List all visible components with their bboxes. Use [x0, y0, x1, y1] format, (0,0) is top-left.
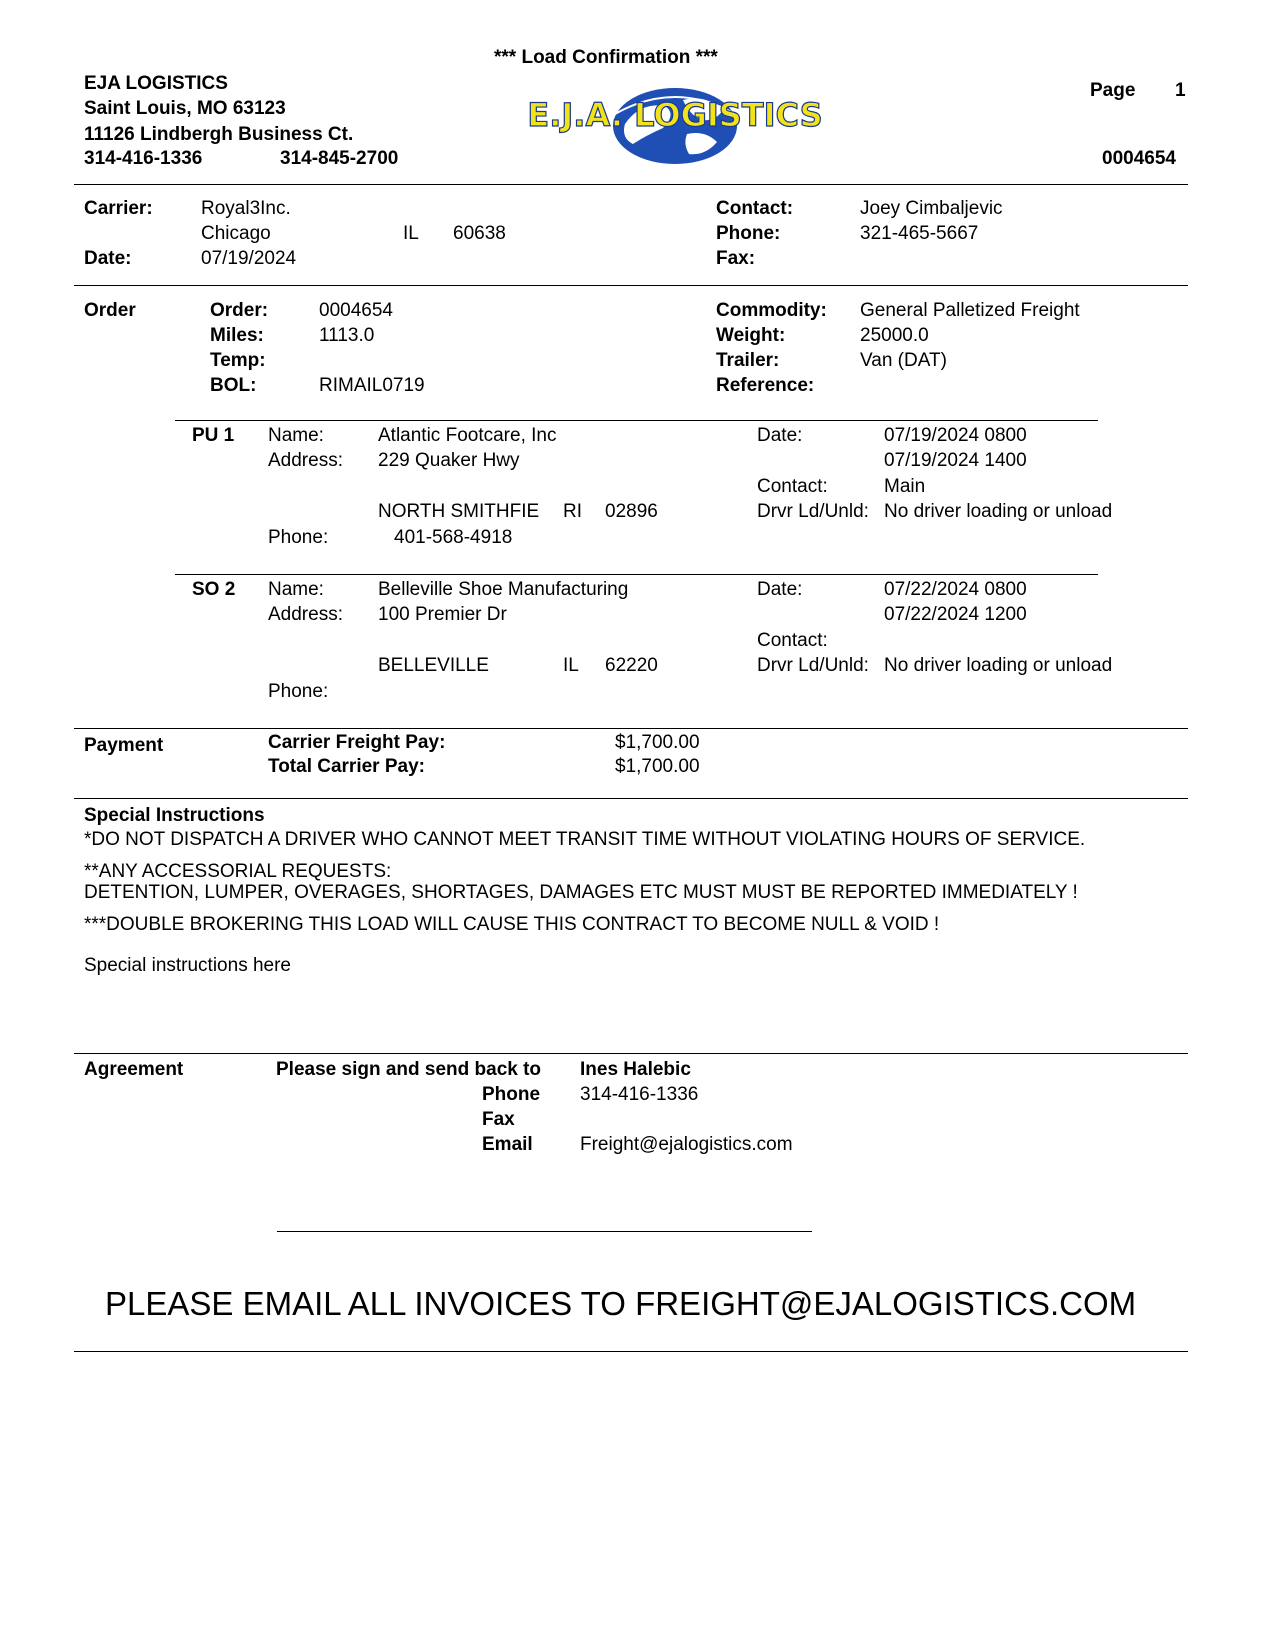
stop-code: SO 2: [192, 579, 236, 600]
reference-label: Reference:: [716, 375, 815, 396]
signature-line: [277, 1231, 812, 1232]
trailer-label: Trailer:: [716, 350, 780, 371]
stop-date-2: 07/22/2024 1200: [884, 604, 1027, 625]
stop-address-label: Address:: [268, 604, 343, 625]
stop-contact: Main: [884, 476, 926, 497]
stop-driver: No driver loading or unload: [884, 501, 1113, 522]
order-miles: 1113.0: [319, 325, 375, 346]
special-instruction-line: Special instructions here: [84, 955, 291, 976]
freight-pay-label: Carrier Freight Pay:: [268, 732, 446, 753]
carrier-zip: 60638: [453, 223, 506, 244]
company-phone-1: 314-416-1336: [84, 148, 203, 169]
stop-city: BELLEVILLE: [378, 655, 489, 676]
logo-text: E.J.A. LOGISTICS: [527, 96, 823, 134]
divider: [74, 1351, 1188, 1352]
total-pay-label: Total Carrier Pay:: [268, 756, 425, 777]
document-title: *** Load Confirmation ***: [494, 47, 718, 68]
divider: [74, 728, 1188, 729]
stop-date-2: 07/19/2024 1400: [884, 450, 1027, 471]
stop-name-label: Name:: [268, 579, 324, 600]
divider: [74, 1053, 1188, 1054]
agreement-email-label: Email: [482, 1134, 533, 1155]
page-number: 1: [1175, 80, 1186, 101]
stop-name: Atlantic Footcare, Inc: [378, 425, 557, 446]
date-label: Date:: [84, 248, 132, 269]
temp-label: Temp:: [210, 350, 266, 371]
stop-zip: 62220: [605, 655, 658, 676]
stop-date-1: 07/22/2024 0800: [884, 579, 1027, 600]
order-number: 0004654: [319, 300, 393, 321]
stop-code: PU 1: [192, 425, 235, 446]
stop-address: 229 Quaker Hwy: [378, 450, 520, 471]
miles-label: Miles:: [210, 325, 264, 346]
agreement-phone: 314-416-1336: [580, 1084, 699, 1105]
special-instruction-line: ***DOUBLE BROKERING THIS LOAD WILL CAUSE THIS CONTRACT TO BECOME NULL & VOID !: [84, 914, 940, 935]
phone-label: Phone:: [716, 223, 781, 244]
freight-pay-amount: $1,700.00: [615, 732, 700, 753]
divider: [74, 184, 1188, 185]
stop-driver-label: Drvr Ld/Unld:: [757, 501, 869, 522]
stop-phone-label: Phone:: [268, 681, 329, 702]
commodity-label: Commodity:: [716, 300, 827, 321]
carrier-city: Chicago: [201, 223, 271, 244]
carrier-contact: Joey Cimbaljevic: [860, 198, 1003, 219]
agreement-fax-label: Fax: [482, 1109, 515, 1130]
company-phone-2: 314-845-2700: [280, 148, 399, 169]
divider: [74, 285, 1188, 286]
stop-contact-label: Contact:: [757, 476, 828, 497]
special-instruction-line: **ANY ACCESSORIAL REQUESTS:: [84, 861, 392, 882]
sign-instruction: Please sign and send back to: [276, 1059, 542, 1080]
special-instruction-line: *DO NOT DISPATCH A DRIVER WHO CANNOT MEET TRANSIT TIME WITHOUT VIOLATING HOURS OF SERVICE.: [84, 829, 1086, 850]
divider: [74, 798, 1188, 799]
page-label: Page: [1090, 80, 1136, 101]
weight-label: Weight:: [716, 325, 786, 346]
stop-state: IL: [563, 655, 579, 676]
stop-name: Belleville Shoe Manufacturing: [378, 579, 629, 600]
header-order-number: 0004654: [1102, 148, 1176, 169]
bol-label: BOL:: [210, 375, 257, 396]
stop-zip: 02896: [605, 501, 658, 522]
stop-driver: No driver loading or unload: [884, 655, 1113, 676]
special-instruction-line: DETENTION, LUMPER, OVERAGES, SHORTAGES, DAMAGES ETC MUST MUST BE REPORTED IMMEDIATELY !: [84, 882, 1078, 903]
total-pay-amount: $1,700.00: [615, 756, 700, 777]
divider: [175, 420, 1098, 421]
stop-address-label: Address:: [268, 450, 343, 471]
stop-city: NORTH SMITHFIE: [378, 501, 540, 522]
stop-date-label: Date:: [757, 425, 803, 446]
carrier-state: IL: [403, 223, 419, 244]
divider: [175, 574, 1098, 575]
order-label: Order:: [210, 300, 269, 321]
carrier-date: 07/19/2024: [201, 248, 297, 269]
company-logo: [527, 84, 823, 166]
carrier-phone: 321-465-5667: [860, 223, 979, 244]
fax-label: Fax:: [716, 248, 756, 269]
order-weight: 25000.0: [860, 325, 929, 346]
carrier-label: Carrier:: [84, 198, 153, 219]
company-name: EJA LOGISTICS: [84, 73, 228, 94]
agreement-email: Freight@ejalogistics.com: [580, 1134, 793, 1155]
company-street: 11126 Lindbergh Business Ct.: [84, 124, 354, 145]
order-section-label: Order: [84, 300, 136, 321]
agreement-phone-label: Phone: [482, 1084, 541, 1105]
carrier-name: Royal3Inc.: [201, 198, 291, 219]
stop-driver-label: Drvr Ld/Unld:: [757, 655, 869, 676]
stop-phone: 401-568-4918: [394, 527, 513, 548]
contact-label: Contact:: [716, 198, 794, 219]
stop-contact-label: Contact:: [757, 630, 828, 651]
payment-section-label: Payment: [84, 735, 164, 756]
company-city-line: Saint Louis, MO 63123: [84, 98, 286, 119]
order-trailer: Van (DAT): [860, 350, 947, 371]
order-commodity: General Palletized Freight: [860, 300, 1080, 321]
agreement-contact-name: Ines Halebic: [580, 1059, 691, 1080]
agreement-section-label: Agreement: [84, 1059, 184, 1080]
stop-address: 100 Premier Dr: [378, 604, 507, 625]
stop-name-label: Name:: [268, 425, 324, 446]
stop-date-1: 07/19/2024 0800: [884, 425, 1027, 446]
stop-state: RI: [563, 501, 582, 522]
stop-phone-label: Phone:: [268, 527, 329, 548]
order-bol: RIMAIL0719: [319, 375, 425, 396]
stop-date-label: Date:: [757, 579, 803, 600]
invoice-notice: PLEASE EMAIL ALL INVOICES TO FREIGHT@EJALOGISTICS.COM: [105, 1285, 1137, 1322]
special-instructions-heading: Special Instructions: [84, 805, 265, 826]
